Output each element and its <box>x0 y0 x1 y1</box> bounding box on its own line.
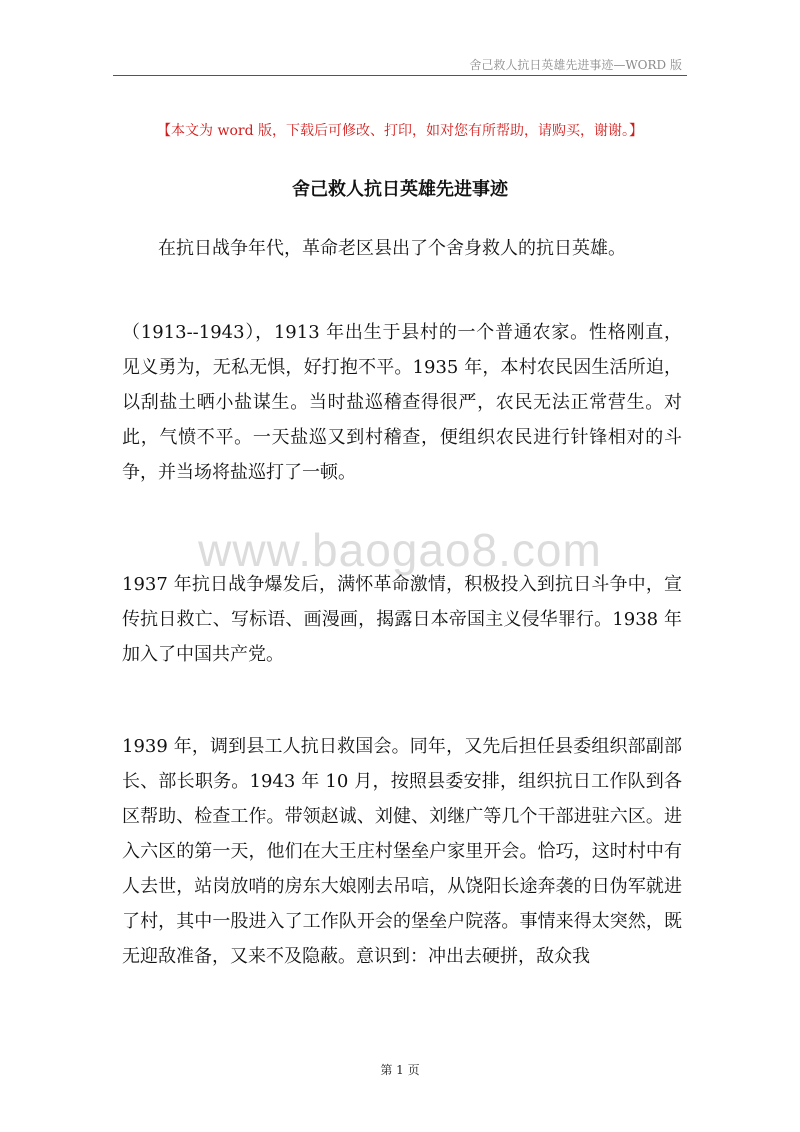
page-number: 第 1 页 <box>380 1063 420 1077</box>
purchase-notice: 【本文为 word 版，下载后可修改、打印，如对您有所帮助，请购买，谢谢。】 <box>157 123 643 139</box>
header-divider <box>113 75 687 76</box>
paragraph-biography: （1913--1943），1913 年出生于县村的一个普通农家。性格刚直，见义勇为，无私无惧，好打抱不平。1935 年，本村农民因生活所迫，以刮盐土晒小盐谋生。当时盐巡稽查得很严，农民无法正常营生。对此，气愤不平。一天盐巡又到村稽查，便组织农民进行针锋相对的斗争，并当场将盐巡打了一顿。 <box>122 322 682 483</box>
paragraph-intro: 在抗日战争年代，革命老区县出了个舍身救人的抗日英雄。 <box>158 238 626 259</box>
document-title: 舍己救人抗日英雄先进事迹 <box>292 179 508 200</box>
paragraph-work-team: 1939 年，调到县工人抗日救国会。同年，又先后担任县委组织部副部长、部长职务。1943 年 10 月，按照县委安排，组织抗日工作队到各区帮助、检查工作。带领赵诚、刘健、刘继广等几个干部进驻六区。进入六区的第一天，他们在大王庄村堡垒户家里开会。恰巧，这时村中有人去世，站岗放哨的房东大娘刚去吊唁，从饶阳长途奔袭的日伪军就进了村，其中一股进入了工作队开会的堡垒户院落。事情来得太突然，既无迎敌准备，又来不及隐蔽。意识到：冲出去硬拼，敌众我 <box>122 736 682 967</box>
running-header: 舍己救人抗日英雄先进事迹—WORD 版 <box>469 58 682 72</box>
paragraph-war-outbreak: 1937 年抗日战争爆发后，满怀革命激情，积极投入到抗日斗争中，宣传抗日救亡、写标语、画漫画，揭露日本帝国主义侵华罪行。1938 年加入了中国共产党。 <box>122 574 682 665</box>
site-watermark: www.baogao8.com <box>198 524 602 576</box>
